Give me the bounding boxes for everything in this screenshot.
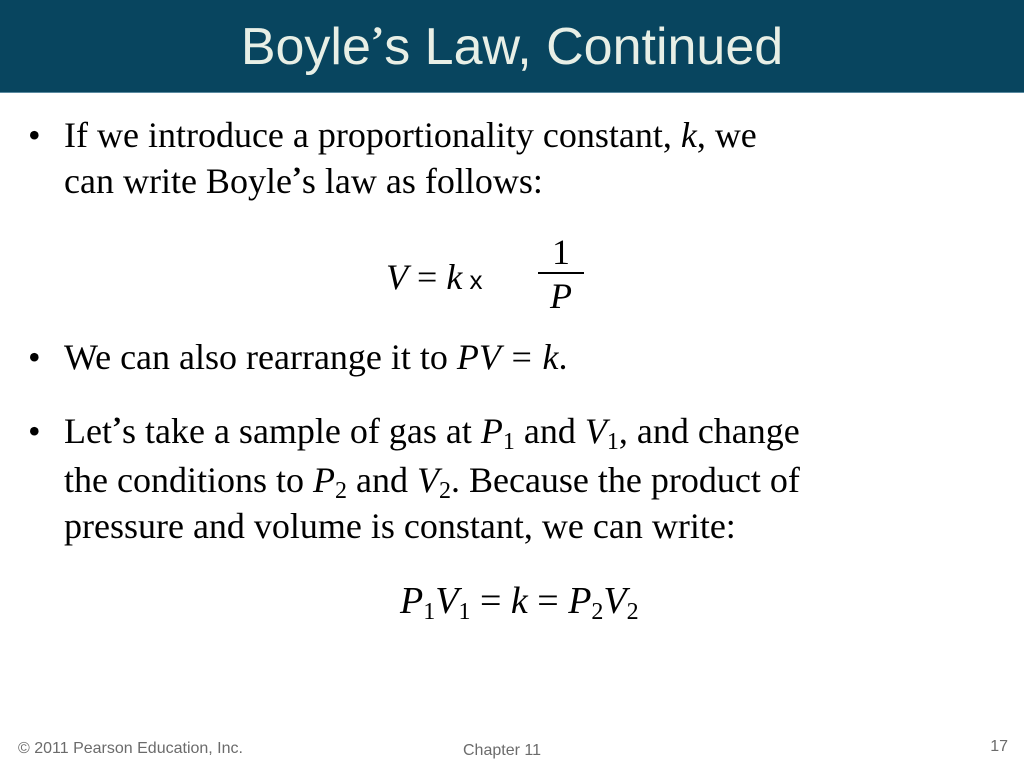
bullet-3-l2-b: . Because the product of [450, 460, 800, 500]
footer-chapter: Chapter 11 [463, 742, 541, 759]
equation-1-equals: = [408, 257, 447, 297]
slide-title [0, 12, 1024, 86]
bullet-3-l1-c: , and change [618, 411, 800, 451]
equation-1-v: V [386, 257, 408, 297]
fraction-denominator: P [550, 276, 572, 316]
equation-2-p1: P [400, 580, 424, 622]
bullet-3-v1: V [584, 411, 607, 451]
bullet-1-text [64, 112, 1008, 207]
bullet-3-and-1: and [514, 411, 585, 451]
equation-v-equals-k-over-p [386, 232, 606, 322]
title-part-2: s Law, Continued [384, 18, 784, 76]
bullet-3-and-2: and [346, 460, 417, 500]
bullet-1-line1-a: If we introduce a proportionality constant, [64, 115, 681, 155]
bullet-3-v2-sub: 2 [438, 478, 451, 504]
bullet-1-line1-b: , we [696, 115, 757, 155]
equation-1-lhs [386, 254, 483, 303]
bullet-3-v2: V [416, 460, 439, 500]
fraction-bar [538, 272, 584, 274]
bullet-3-l2-a: the conditions to [64, 460, 313, 500]
bullet-3-p2-sub: 2 [334, 478, 347, 504]
bullet-2-b: . [558, 337, 568, 377]
title-apostrophe: ’ [370, 18, 385, 63]
bullet-1-line2-a: can write Boyle [64, 161, 292, 201]
equation-2-k: k [510, 580, 528, 622]
bullet-3-l3: pressure and volume is constant, we can write: [64, 506, 736, 546]
bullet-1-line2-b: s law as follows: [301, 161, 543, 201]
bullet-dot: • [28, 115, 41, 155]
equation-2-v2-sub: 2 [626, 599, 639, 625]
equation-1-times: x [462, 265, 483, 295]
equation-2-p1-sub: 1 [423, 599, 436, 625]
bullet-1-k: k [680, 115, 697, 155]
bullet-2-text [64, 334, 1008, 380]
equation-1-k: k [446, 257, 463, 297]
equation-2-v2: V [603, 580, 627, 622]
equation-2-v1: V [435, 580, 459, 622]
equation-2-equals-2: = [527, 580, 569, 622]
footer-copyright: © 2011 Pearson Education, Inc. [18, 740, 243, 757]
equation-2-p2-sub: 2 [591, 599, 604, 625]
bullet-3-l1-b: s take a sample of gas at [121, 411, 481, 451]
equation-p1v1-equals-k-equals-p2v2 [400, 578, 639, 624]
bullet-2 [28, 334, 1008, 380]
bullet-3-p2: P [312, 460, 335, 500]
title-part-1: Boyle [240, 18, 371, 76]
bullet-3-v1-sub: 1 [606, 429, 619, 455]
bullet-3-text [64, 408, 1008, 549]
bullet-3-apostrophe: ’ [111, 411, 122, 444]
bullet-3-l1-a: Let [64, 411, 112, 451]
equation-2-p2: P [568, 580, 592, 622]
fraction-numerator: 1 [552, 232, 570, 272]
equation-2-v1-sub: 1 [458, 599, 471, 625]
bullet-2-equation: PV = k [456, 337, 559, 377]
bullet-dot: • [28, 411, 41, 451]
bullet-2-a: We can also rearrange it to [64, 337, 457, 377]
bullet-3-p1: P [480, 411, 503, 451]
bullet-1-apostrophe: ’ [291, 161, 302, 194]
equation-2-equals-1: = [470, 580, 511, 622]
equation-1-fraction [538, 232, 584, 316]
footer-page-number: 17 [990, 738, 1008, 755]
bullet-3 [28, 408, 1008, 549]
bullet-1 [28, 112, 1008, 207]
bullet-3-p1-sub: 1 [502, 429, 515, 455]
bullet-dot: • [28, 337, 41, 377]
title-bar [0, 0, 1024, 93]
